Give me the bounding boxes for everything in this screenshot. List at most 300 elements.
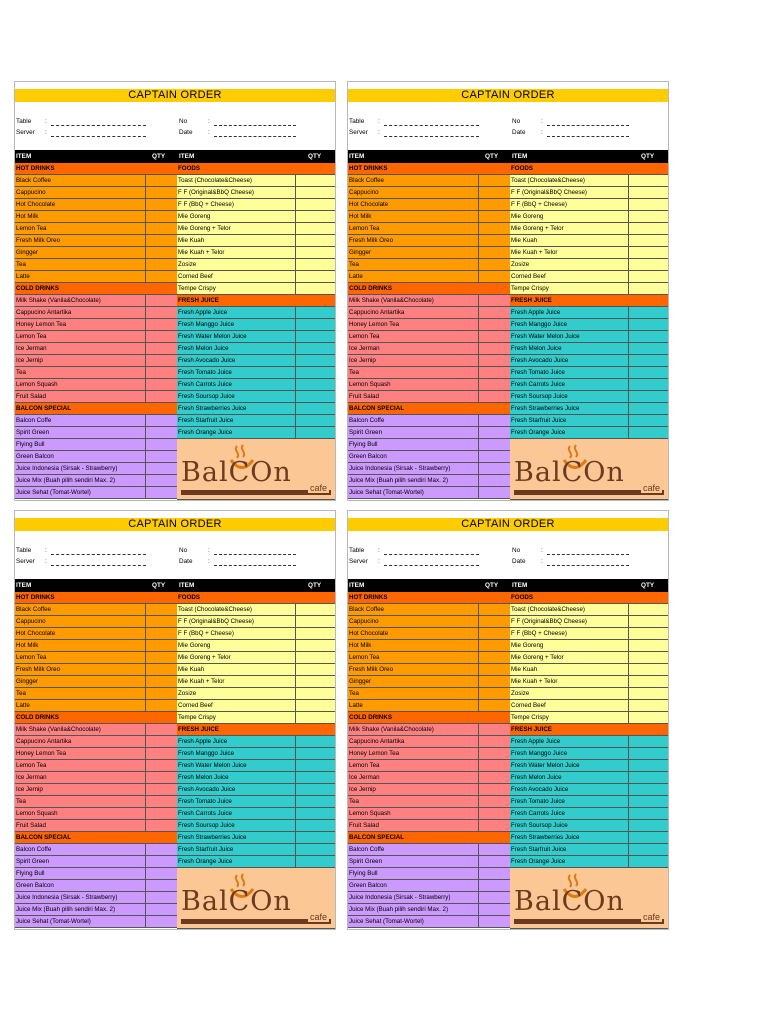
server-field-line[interactable] bbox=[384, 136, 479, 137]
menu-item-row bbox=[348, 235, 510, 247]
qty-cell[interactable] bbox=[145, 379, 177, 390]
drinks-column bbox=[348, 163, 510, 500]
qty-cell[interactable] bbox=[295, 211, 335, 222]
item-name: Spirit Green bbox=[16, 429, 50, 436]
no-field-line[interactable] bbox=[547, 554, 629, 555]
qty-cell[interactable] bbox=[478, 235, 510, 246]
qty-cell[interactable] bbox=[295, 640, 335, 651]
qty-cell[interactable] bbox=[145, 628, 177, 639]
item-name: Tea bbox=[349, 798, 359, 805]
qty-cell[interactable] bbox=[145, 463, 177, 474]
qty-cell[interactable] bbox=[295, 427, 335, 438]
qty-cell[interactable] bbox=[628, 235, 668, 246]
qty-cell[interactable] bbox=[295, 175, 335, 186]
item-name: Lemon Tea bbox=[349, 333, 380, 340]
qty-cell[interactable] bbox=[295, 820, 335, 831]
menu-item-row bbox=[177, 664, 335, 676]
section-title: FOODS bbox=[178, 165, 201, 172]
qty-cell[interactable] bbox=[478, 319, 510, 330]
qty-cell[interactable] bbox=[628, 784, 668, 795]
qty-cell[interactable] bbox=[478, 247, 510, 258]
logo-sub: cafe bbox=[642, 912, 660, 922]
qty-cell[interactable] bbox=[628, 652, 668, 663]
qty-cell[interactable] bbox=[628, 736, 668, 747]
qty-cell[interactable] bbox=[628, 307, 668, 318]
qty-cell[interactable] bbox=[145, 652, 177, 663]
qty-cell[interactable] bbox=[478, 640, 510, 651]
qty-cell[interactable] bbox=[628, 604, 668, 615]
item-name: Fresh Orange Juice bbox=[178, 429, 233, 436]
qty-cell[interactable] bbox=[478, 688, 510, 699]
qty-cell[interactable] bbox=[478, 427, 510, 438]
qty-cell[interactable] bbox=[478, 856, 510, 867]
qty-cell[interactable] bbox=[628, 379, 668, 390]
item-name: Latte bbox=[16, 702, 30, 709]
qty-cell[interactable] bbox=[145, 748, 177, 759]
qty-cell[interactable] bbox=[478, 223, 510, 234]
qty-cell[interactable] bbox=[478, 724, 510, 735]
qty-cell[interactable] bbox=[295, 616, 335, 627]
qty-cell[interactable] bbox=[628, 628, 668, 639]
server-field-line[interactable] bbox=[51, 565, 146, 566]
server-field-line[interactable] bbox=[51, 136, 146, 137]
qty-cell[interactable] bbox=[295, 223, 335, 234]
qty-cell[interactable] bbox=[295, 283, 335, 294]
item-header-left: ITEM bbox=[349, 153, 365, 160]
qty-cell[interactable] bbox=[478, 355, 510, 366]
qty-cell[interactable] bbox=[145, 808, 177, 819]
qty-cell[interactable] bbox=[478, 820, 510, 831]
section-title: COLD DRINKS bbox=[16, 285, 59, 292]
drinks-column bbox=[15, 592, 177, 929]
qty-cell[interactable] bbox=[295, 844, 335, 855]
qty-cell[interactable] bbox=[145, 916, 177, 927]
date-field-line[interactable] bbox=[547, 136, 629, 137]
qty-cell[interactable] bbox=[628, 772, 668, 783]
qty-cell[interactable] bbox=[295, 355, 335, 366]
qty-cell[interactable] bbox=[295, 748, 335, 759]
qty-cell[interactable] bbox=[295, 187, 335, 198]
qty-cell[interactable] bbox=[628, 616, 668, 627]
qty-cell[interactable] bbox=[478, 343, 510, 354]
qty-cell[interactable] bbox=[478, 796, 510, 807]
qty-cell[interactable] bbox=[145, 868, 177, 879]
captain-order-card-3 bbox=[14, 510, 336, 930]
qty-cell[interactable] bbox=[628, 403, 668, 414]
qty-cell[interactable] bbox=[478, 616, 510, 627]
item-name: Mie Goreng bbox=[178, 642, 211, 649]
qty-cell[interactable] bbox=[295, 784, 335, 795]
section-title: FOODS bbox=[178, 594, 201, 601]
menu-item-row bbox=[15, 487, 177, 499]
qty-cell[interactable] bbox=[145, 700, 177, 711]
section-hot-drinks bbox=[15, 592, 177, 604]
qty-cell[interactable] bbox=[478, 175, 510, 186]
qty-cell[interactable] bbox=[145, 295, 177, 306]
table-field-line[interactable] bbox=[51, 554, 146, 555]
qty-cell[interactable] bbox=[145, 235, 177, 246]
qty-cell[interactable] bbox=[478, 604, 510, 615]
qty-cell[interactable] bbox=[628, 856, 668, 867]
menu-item-row bbox=[15, 616, 177, 628]
qty-cell[interactable] bbox=[628, 187, 668, 198]
item-name: Fresh Avocado Juice bbox=[511, 786, 569, 793]
qty-cell[interactable] bbox=[145, 772, 177, 783]
menu-item-row bbox=[510, 211, 668, 223]
item-name: Fruit Salad bbox=[349, 822, 379, 829]
qty-cell[interactable] bbox=[145, 187, 177, 198]
qty-cell[interactable] bbox=[145, 784, 177, 795]
qty-cell[interactable] bbox=[295, 271, 335, 282]
qty-cell[interactable] bbox=[628, 748, 668, 759]
menu-item-row bbox=[15, 307, 177, 319]
item-name: Juice Sehat (Tomat-Wortel) bbox=[349, 489, 424, 496]
qty-cell[interactable] bbox=[478, 199, 510, 210]
menu-item-row bbox=[15, 724, 177, 736]
qty-cell[interactable] bbox=[478, 664, 510, 675]
qty-cell[interactable] bbox=[478, 628, 510, 639]
menu-item-row bbox=[15, 664, 177, 676]
date-label: Date bbox=[179, 129, 193, 136]
qty-cell[interactable] bbox=[295, 367, 335, 378]
qty-cell[interactable] bbox=[295, 772, 335, 783]
qty-cell[interactable] bbox=[628, 760, 668, 771]
item-name: Fresh Orange Juice bbox=[178, 858, 233, 865]
qty-cell[interactable] bbox=[145, 331, 177, 342]
qty-cell[interactable] bbox=[295, 319, 335, 330]
qty-cell[interactable] bbox=[145, 343, 177, 354]
qty-cell[interactable] bbox=[295, 247, 335, 258]
qty-cell[interactable] bbox=[295, 676, 335, 687]
menu-item-row bbox=[348, 463, 510, 475]
qty-cell[interactable] bbox=[145, 355, 177, 366]
qty-cell[interactable] bbox=[478, 475, 510, 486]
menu-item-row bbox=[510, 271, 668, 283]
menu-item-row bbox=[510, 355, 668, 367]
menu-item-row bbox=[15, 295, 177, 307]
qty-cell[interactable] bbox=[478, 772, 510, 783]
qty-cell[interactable] bbox=[145, 880, 177, 891]
qty-cell[interactable] bbox=[628, 367, 668, 378]
qty-cell[interactable] bbox=[628, 415, 668, 426]
menu-item-row bbox=[15, 463, 177, 475]
qty-cell[interactable] bbox=[145, 319, 177, 330]
menu-item-row bbox=[510, 391, 668, 403]
qty-cell[interactable] bbox=[478, 379, 510, 390]
item-name: Corned Beef bbox=[178, 702, 213, 709]
menu-item-row bbox=[15, 331, 177, 343]
qty-cell[interactable] bbox=[628, 223, 668, 234]
qty-cell[interactable] bbox=[478, 391, 510, 402]
qty-cell[interactable] bbox=[478, 676, 510, 687]
qty-cell[interactable] bbox=[295, 832, 335, 843]
qty-cell[interactable] bbox=[478, 487, 510, 498]
qty-cell[interactable] bbox=[145, 640, 177, 651]
qty-cell[interactable] bbox=[628, 259, 668, 270]
qty-cell[interactable] bbox=[145, 439, 177, 450]
qty-cell[interactable] bbox=[478, 904, 510, 915]
qty-cell[interactable] bbox=[295, 808, 335, 819]
date-field-line[interactable] bbox=[214, 136, 296, 137]
qty-cell[interactable] bbox=[628, 319, 668, 330]
qty-cell[interactable] bbox=[295, 712, 335, 723]
item-name: Ice Jernip bbox=[349, 357, 376, 364]
menu-item-row bbox=[177, 820, 335, 832]
menu-grid bbox=[15, 592, 335, 929]
qty-cell[interactable] bbox=[145, 760, 177, 771]
qty-cell[interactable] bbox=[145, 844, 177, 855]
date-colon: : bbox=[541, 558, 543, 565]
qty-cell[interactable] bbox=[628, 700, 668, 711]
qty-cell[interactable] bbox=[145, 676, 177, 687]
qty-cell[interactable] bbox=[478, 451, 510, 462]
qty-cell[interactable] bbox=[295, 796, 335, 807]
qty-cell[interactable] bbox=[145, 604, 177, 615]
qty-cell[interactable] bbox=[295, 652, 335, 663]
qty-cell[interactable] bbox=[295, 403, 335, 414]
date-field-line[interactable] bbox=[214, 565, 296, 566]
qty-cell[interactable] bbox=[628, 199, 668, 210]
menu-item-row bbox=[15, 688, 177, 700]
item-name: Cappucino Antartika bbox=[349, 309, 405, 316]
qty-cell[interactable] bbox=[295, 415, 335, 426]
item-name: Toast (Chocolate&Cheese) bbox=[178, 606, 252, 613]
qty-cell[interactable] bbox=[295, 199, 335, 210]
qty-cell[interactable] bbox=[478, 868, 510, 879]
qty-cell[interactable] bbox=[478, 463, 510, 474]
table-field-line[interactable] bbox=[51, 125, 146, 126]
qty-cell[interactable] bbox=[295, 700, 335, 711]
qty-cell[interactable] bbox=[478, 892, 510, 903]
item-name: Tea bbox=[16, 261, 26, 268]
menu-item-row bbox=[15, 199, 177, 211]
qty-cell[interactable] bbox=[478, 211, 510, 222]
item-name: Hot Chocolate bbox=[16, 630, 56, 637]
qty-cell[interactable] bbox=[295, 664, 335, 675]
item-name: Gingger bbox=[349, 678, 372, 685]
section-title: FOODS bbox=[511, 594, 534, 601]
qty-cell[interactable] bbox=[295, 736, 335, 747]
qty-cell[interactable] bbox=[478, 307, 510, 318]
item-name: Mie Goreng bbox=[511, 213, 544, 220]
section-title: HOT DRINKS bbox=[349, 165, 388, 172]
no-field-line[interactable] bbox=[547, 125, 629, 126]
qty-cell[interactable] bbox=[145, 367, 177, 378]
date-field-line[interactable] bbox=[547, 565, 629, 566]
qty-cell[interactable] bbox=[145, 391, 177, 402]
qty-cell[interactable] bbox=[628, 331, 668, 342]
item-name: Milk Shake (Vanila&Chocolate) bbox=[349, 297, 434, 304]
no-field-line[interactable] bbox=[214, 554, 296, 555]
qty-cell[interactable] bbox=[628, 211, 668, 222]
item-name: Fresh Apple Juice bbox=[511, 309, 561, 316]
menu-item-row bbox=[348, 427, 510, 439]
no-colon: : bbox=[541, 118, 543, 125]
qty-cell[interactable] bbox=[478, 259, 510, 270]
menu-item-row bbox=[348, 379, 510, 391]
date-colon: : bbox=[541, 129, 543, 136]
logo-brand: BalCOn bbox=[514, 886, 625, 917]
section-hot-drinks bbox=[348, 163, 510, 175]
qty-cell[interactable] bbox=[145, 856, 177, 867]
card-title: CAPTAIN ORDER bbox=[348, 518, 668, 531]
qty-cell[interactable] bbox=[145, 724, 177, 735]
qty-cell[interactable] bbox=[478, 415, 510, 426]
qty-cell[interactable] bbox=[295, 331, 335, 342]
qty-cell[interactable] bbox=[295, 628, 335, 639]
qty-cell[interactable] bbox=[478, 367, 510, 378]
table-field-line[interactable] bbox=[384, 125, 479, 126]
qty-cell[interactable] bbox=[628, 808, 668, 819]
qty-cell[interactable] bbox=[295, 760, 335, 771]
qty-cell[interactable] bbox=[628, 688, 668, 699]
menu-grid bbox=[348, 163, 668, 500]
qty-cell[interactable] bbox=[145, 736, 177, 747]
qty-cell[interactable] bbox=[628, 796, 668, 807]
menu-item-row bbox=[15, 379, 177, 391]
no-field-line[interactable] bbox=[214, 125, 296, 126]
qty-cell[interactable] bbox=[628, 175, 668, 186]
qty-cell[interactable] bbox=[145, 307, 177, 318]
qty-cell[interactable] bbox=[478, 760, 510, 771]
no-label: No bbox=[512, 118, 521, 125]
qty-cell[interactable] bbox=[478, 187, 510, 198]
qty-cell[interactable] bbox=[145, 199, 177, 210]
qty-cell[interactable] bbox=[145, 664, 177, 675]
qty-cell[interactable] bbox=[628, 712, 668, 723]
qty-cell[interactable] bbox=[628, 283, 668, 294]
qty-cell[interactable] bbox=[145, 247, 177, 258]
menu-item-row bbox=[510, 175, 668, 187]
qty-cell[interactable] bbox=[145, 211, 177, 222]
item-name: Green Balcon bbox=[349, 882, 387, 889]
item-name: Fresh Starfruit Juice bbox=[511, 846, 567, 853]
qty-cell[interactable] bbox=[628, 640, 668, 651]
item-name: Tea bbox=[16, 798, 26, 805]
qty-cell[interactable] bbox=[145, 475, 177, 486]
qty-cell[interactable] bbox=[145, 904, 177, 915]
qty-cell[interactable] bbox=[628, 355, 668, 366]
menu-item-row bbox=[177, 760, 335, 772]
logo-brand: BalCOn bbox=[181, 457, 292, 488]
qty-cell[interactable] bbox=[478, 880, 510, 891]
item-name: Balcon Coffe bbox=[349, 846, 385, 853]
menu-item-row bbox=[177, 784, 335, 796]
menu-item-row bbox=[348, 199, 510, 211]
qty-cell[interactable] bbox=[145, 175, 177, 186]
qty-cell[interactable] bbox=[628, 820, 668, 831]
qty-cell[interactable] bbox=[295, 856, 335, 867]
menu-item-row bbox=[348, 343, 510, 355]
qty-cell[interactable] bbox=[628, 844, 668, 855]
qty-cell[interactable] bbox=[145, 892, 177, 903]
qty-cell[interactable] bbox=[295, 307, 335, 318]
item-name: Lemon Tea bbox=[16, 225, 47, 232]
menu-item-row bbox=[177, 808, 335, 820]
item-name: Fresh Starfruit Juice bbox=[178, 846, 234, 853]
order-header-fields bbox=[15, 531, 335, 579]
qty-cell[interactable] bbox=[295, 259, 335, 270]
qty-cell[interactable] bbox=[295, 235, 335, 246]
qty-cell[interactable] bbox=[145, 427, 177, 438]
qty-cell[interactable] bbox=[478, 808, 510, 819]
qty-cell[interactable] bbox=[478, 844, 510, 855]
qty-cell[interactable] bbox=[478, 652, 510, 663]
qty-cell[interactable] bbox=[628, 343, 668, 354]
menu-item-row bbox=[15, 760, 177, 772]
qty-cell[interactable] bbox=[478, 700, 510, 711]
qty-cell[interactable] bbox=[478, 736, 510, 747]
qty-cell[interactable] bbox=[478, 331, 510, 342]
server-label: Server bbox=[349, 558, 368, 565]
item-name: Fresh Orange Juice bbox=[511, 858, 566, 865]
item-name: Fresh Melon Juice bbox=[511, 345, 562, 352]
item-header-right: ITEM bbox=[512, 582, 528, 589]
qty-cell[interactable] bbox=[295, 379, 335, 390]
qty-cell[interactable] bbox=[478, 439, 510, 450]
qty-cell[interactable] bbox=[478, 784, 510, 795]
item-name: Ice Jernip bbox=[16, 786, 43, 793]
qty-cell[interactable] bbox=[628, 832, 668, 843]
no-label: No bbox=[179, 547, 188, 554]
qty-cell[interactable] bbox=[145, 616, 177, 627]
qty-cell[interactable] bbox=[295, 343, 335, 354]
qty-cell[interactable] bbox=[145, 415, 177, 426]
server-field-line[interactable] bbox=[384, 565, 479, 566]
qty-cell[interactable] bbox=[478, 916, 510, 927]
qty-cell[interactable] bbox=[145, 820, 177, 831]
qty-cell[interactable] bbox=[628, 664, 668, 675]
section-balcon-special bbox=[15, 832, 177, 844]
menu-item-row bbox=[15, 343, 177, 355]
item-name: Honey Lemon Tea bbox=[349, 321, 400, 328]
qty-cell[interactable] bbox=[145, 688, 177, 699]
item-name: Ice Jerman bbox=[16, 345, 47, 352]
qty-cell[interactable] bbox=[478, 295, 510, 306]
menu-item-row bbox=[177, 640, 335, 652]
item-name: Fresh Tomato Juice bbox=[178, 798, 232, 805]
item-name: Lemon Tea bbox=[16, 762, 47, 769]
qty-cell[interactable] bbox=[145, 487, 177, 498]
qty-cell[interactable] bbox=[295, 604, 335, 615]
menu-item-row bbox=[177, 844, 335, 856]
qty-cell[interactable] bbox=[295, 688, 335, 699]
qty-cell[interactable] bbox=[145, 271, 177, 282]
qty-cell[interactable] bbox=[145, 451, 177, 462]
item-name: Juice Indonesia (Sirsak - Strawberry) bbox=[349, 894, 451, 901]
qty-cell[interactable] bbox=[628, 427, 668, 438]
section-title: BALCON SPECIAL bbox=[349, 405, 405, 412]
qty-cell[interactable] bbox=[145, 223, 177, 234]
qty-cell[interactable] bbox=[628, 676, 668, 687]
qty-cell[interactable] bbox=[628, 391, 668, 402]
qty-cell[interactable] bbox=[478, 271, 510, 282]
qty-cell[interactable] bbox=[628, 271, 668, 282]
qty-cell[interactable] bbox=[145, 796, 177, 807]
item-name: Fresh Milk Oreo bbox=[349, 666, 394, 673]
qty-cell[interactable] bbox=[295, 391, 335, 402]
qty-cell[interactable] bbox=[145, 259, 177, 270]
qty-cell[interactable] bbox=[628, 247, 668, 258]
item-name: Fresh Avocado Juice bbox=[178, 786, 236, 793]
menu-item-row bbox=[15, 355, 177, 367]
item-name: Fruit Salad bbox=[16, 393, 46, 400]
qty-cell[interactable] bbox=[478, 748, 510, 759]
menu-item-row bbox=[348, 367, 510, 379]
item-name: Tempe Crispy bbox=[511, 714, 549, 721]
table-field-line[interactable] bbox=[384, 554, 479, 555]
item-name: Latte bbox=[16, 273, 30, 280]
